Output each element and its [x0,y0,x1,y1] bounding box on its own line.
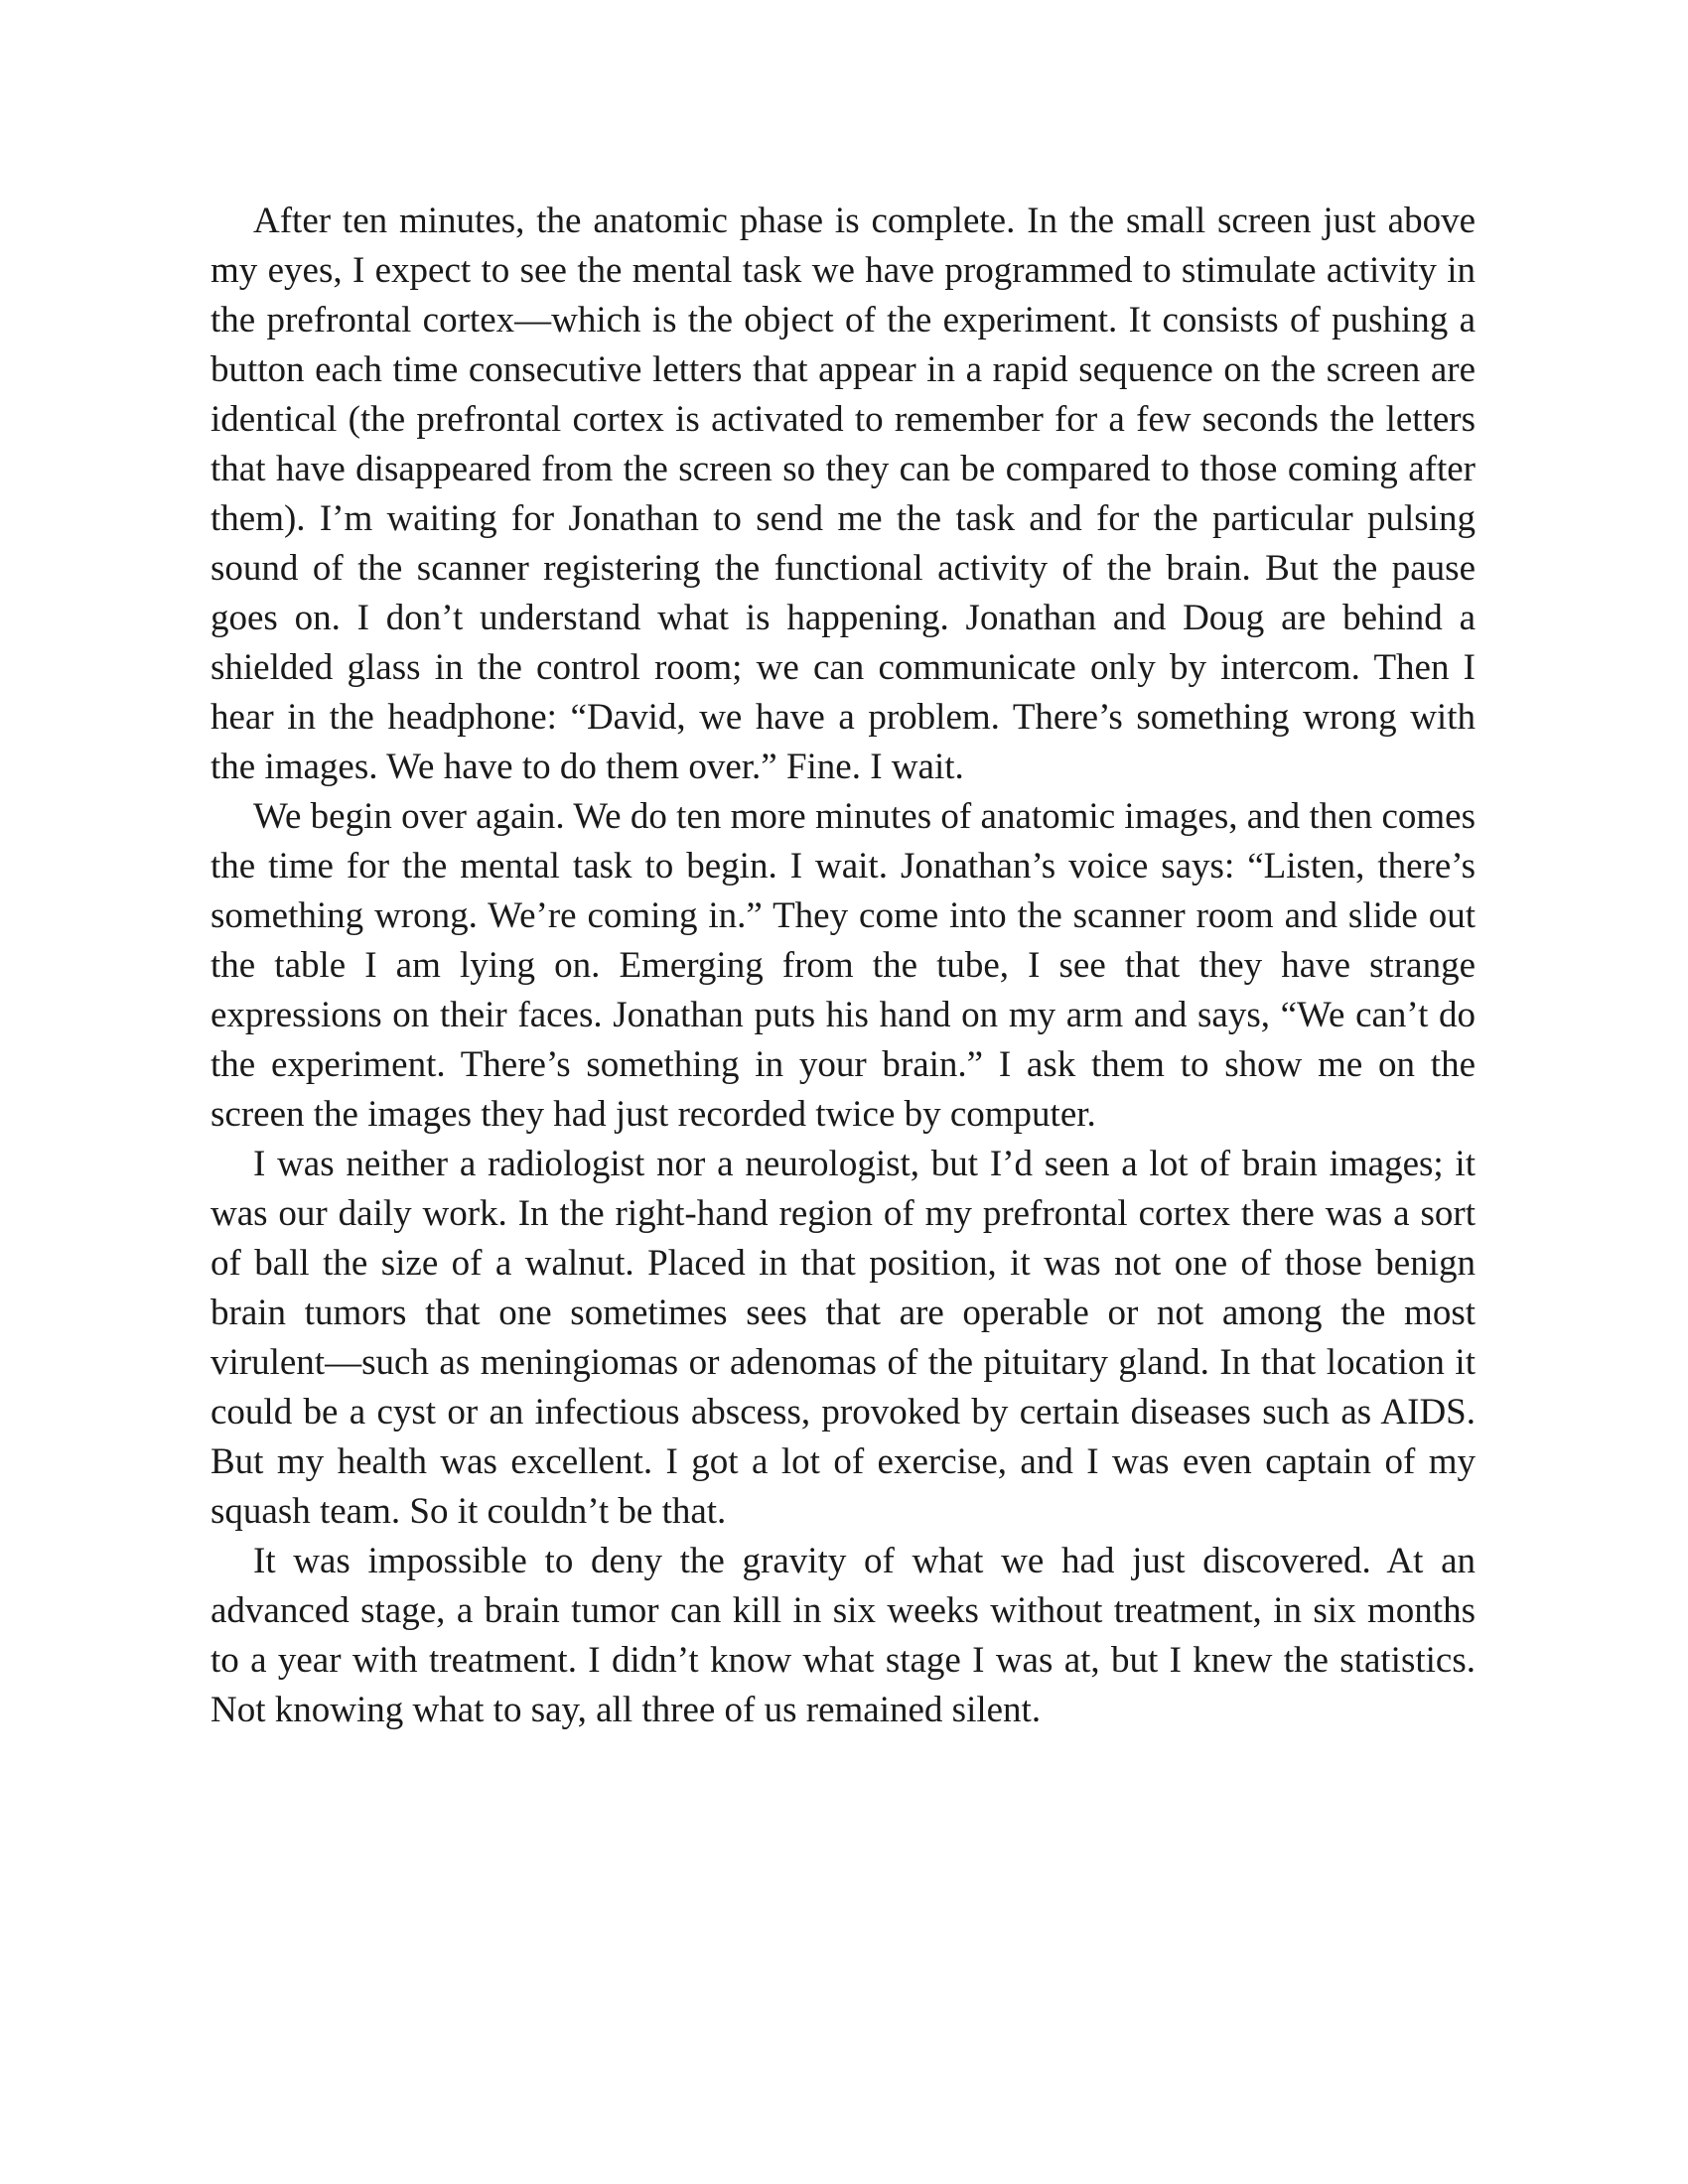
paragraph-begin-again: We begin over again. We do ten more minutes of anatomic images, and then comes the time for the mental task to begin. I wait. Jonathan’s voice says: “Listen, there’s something wrong. We’re coming in.” They come into the scanner room and slide out the table I am lying on. Emerging from the tube, I see that they have strange expressions on their faces. Jonathan puts his hand on my arm and says, “We can’t do the experiment. There’s something in your brain.” I ask them to show me on the screen the images they had just recorded twice by computer. [211,796,1476,1135]
paragraph-anatomic-phase: After ten minutes, the anatomic phase is complete. In the small screen just above my eyes, I expect to see the mental task we have programmed to stimulate activity in the prefrontal cortex—which is the object of the experiment. It consists of pushing a button each time consecutive letters that appear in a rapid sequence on the screen are identical (the prefrontal cortex is activated to remember for a few seconds the letters that have disappeared from the screen so they can be compared to those coming after them). I’m waiting for Jonathan to send me the task and for the particular pulsing sound of the scanner registering the functional activity of the brain. But the pause goes on. I don’t understand what is happening. Jonathan and Doug are behind a shielded glass in the control room; we can communicate only by intercom. Then I hear in the headphone: “David, we have a problem. There’s something wrong with the images. We have to do them over.” Fine. I wait. [211,201,1476,787]
paragraph-brain-images: I was neither a radiologist nor a neurologist, but I’d seen a lot of brain images; it was our daily work. In the right-hand region of my prefrontal cortex there was a sort of ball the size of a walnut. Placed in that position, it was not one of those benign brain tumors that one sometimes sees that are operable or not among the most virulent—such as meningiomas or adenomas of the pituitary gland. In that location it could be a cyst or an infectious abscess, provoked by certain diseases such as AIDS. But my health was excellent. I got a lot of exercise, and I was even captain of my squash team. So it couldn’t be that. [211,1144,1476,1532]
page-body [211,197,1476,1735]
paragraph-gravity: It was impossible to deny the gravity of what we had just discovered. At an advanced stage, a brain tumor can kill in six weeks without treatment, in six months to a year with treatment. I didn’t know what stage I was at, but I knew the statistics. Not knowing what to say, all three of us remained silent. [211,1541,1476,1730]
